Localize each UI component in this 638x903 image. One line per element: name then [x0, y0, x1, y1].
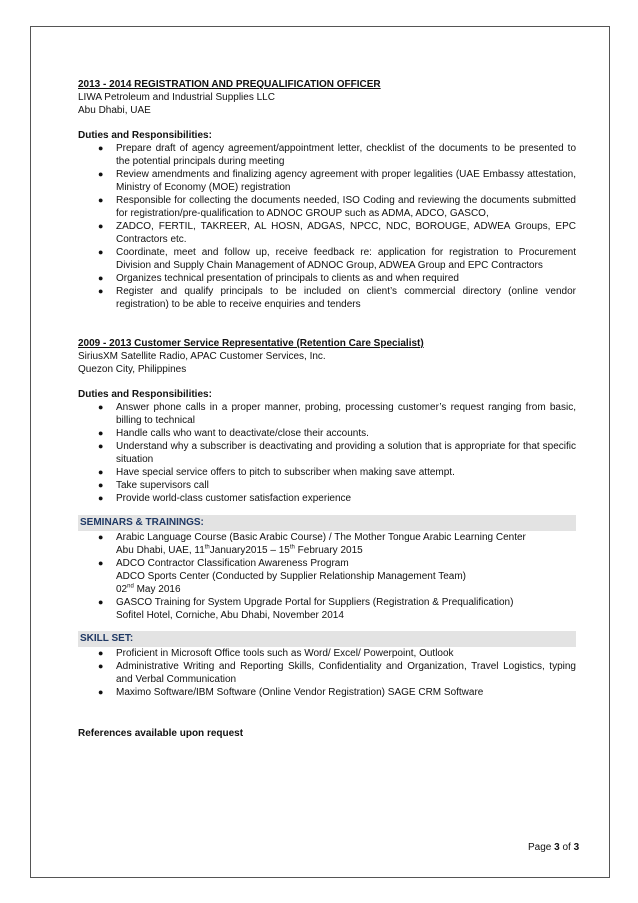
bullet-icon: ● [98, 221, 104, 231]
list-item: ● ADCO Contractor Classification Awareness Program ADCO Sports Center (Conducted by Supplier Relationship Management Team) 02nd May 2016 [98, 558, 466, 595]
seminars-heading: SEMINARS & TRAININGS: [78, 515, 576, 531]
list-item: ● Prepare draft of agency agreement/appointment letter, checklist of the documents to be presented to the potential principals during meeting [98, 143, 576, 167]
bullet-icon: ● [98, 428, 104, 438]
bullet-icon: ● [98, 480, 104, 490]
list-item: ● Proficient in Microsoft Office tools such as Word/ Excel/ Powerpoint, Outlook [98, 648, 454, 659]
job1-location: Abu Dhabi, UAE [78, 105, 151, 116]
job1-duties-heading: Duties and Responsibilities: [78, 130, 212, 141]
job2-duties-heading: Duties and Responsibilities: [78, 389, 212, 400]
skills-list [78, 647, 576, 699]
bullet-icon: ● [98, 273, 104, 283]
list-item: ● Responsible for collecting the documents needed, ISO Coding and reviewing the documents submitted for registration/pre-qualification to ADNOC GROUP such as ADMA, ADCO, GASCO, [98, 195, 576, 219]
job2-duties-list [78, 401, 576, 505]
list-item: ● Have special service offers to pitch to subscriber when making save attempt. [98, 467, 455, 478]
bullet-icon: ● [98, 532, 104, 542]
job2-location: Quezon City, Philippines [78, 364, 187, 375]
list-item: ● Answer phone calls in a proper manner, probing, processing customer’s request ranging from basic, billing to technical [98, 402, 576, 426]
list-item: ● Administrative Writing and Reporting Skills, Confidentiality and Organization, Travel Logistics, typing and Verbal Communication [98, 661, 576, 685]
bullet-icon: ● [98, 247, 104, 257]
list-item: ● Understand why a subscriber is deactivating and providing a solution that is appropriate for that specific situation [98, 441, 576, 465]
job1-title: 2013 - 2014 REGISTRATION AND PREQUALIFICATION OFFICER [78, 79, 381, 90]
bullet-icon: ● [98, 661, 104, 671]
bullet-icon: ● [98, 687, 104, 697]
list-item: ● Provide world-class customer satisfaction experience [98, 493, 352, 504]
list-item: ● GASCO Training for System Upgrade Portal for Suppliers (Registration & Prequalification) Sofitel Hotel, Corniche, Abu Dhabi, November 2014 [98, 597, 514, 621]
list-item: ● Coordinate, meet and follow up, receive feedback re: application for registration to Procurement Division and Supply Chain Management of ADNOC Group, ADWEA Group and EPC Contractors [98, 247, 576, 271]
list-item: ● Arabic Language Course (Basic Arabic Course) / The Mother Tongue Arabic Learning Center Abu Dhabi, UAE, 11thJanuary2015 – 15th February 2015 [98, 532, 526, 556]
list-item: ● ZADCO, FERTIL, TAKREER, AL HOSN, ADGAS, NPCC, NDC, BOROUGE, ADWEA Groups, EPC Contractors etc. [98, 221, 576, 245]
bullet-icon: ● [98, 597, 104, 607]
job1-company: LIWA Petroleum and Industrial Supplies LLC [78, 92, 275, 103]
bullet-icon: ● [98, 169, 104, 179]
list-item: ● Take supervisors call [98, 480, 209, 491]
list-item: ● Maximo Software/IBM Software (Online Vendor Registration) SAGE CRM Software [98, 687, 484, 698]
bullet-icon: ● [98, 195, 104, 205]
job2-title: 2009 - 2013 Customer Service Representative (Retention Care Specialist) [78, 338, 424, 349]
bullet-icon: ● [98, 493, 104, 503]
bullet-icon: ● [98, 648, 104, 658]
bullet-icon: ● [98, 441, 104, 451]
bullet-icon: ● [98, 467, 104, 477]
job2-company: SiriusXM Satellite Radio, APAC Customer Services, Inc. [78, 351, 326, 362]
references-note: References available upon request [78, 728, 244, 739]
list-item: ● Handle calls who want to deactivate/close their accounts. [98, 428, 369, 439]
list-item: ● Review amendments and finalizing agency agreement with proper legalities (UAE Embassy attestation, Ministry of Economy (MOE) registration [98, 169, 576, 193]
list-item: ● Organizes technical presentation of principals to clients as and when required [98, 273, 459, 284]
bullet-icon: ● [98, 286, 104, 296]
skills-heading: SKILL SET: [78, 631, 576, 647]
list-item: ● Register and qualify principals to be included on client’s commercial directory (online vendor registration) to be able to receive enquiries and tenders [98, 286, 576, 310]
bullet-icon: ● [98, 402, 104, 412]
job1-duties-list [78, 142, 576, 311]
resume-content [78, 78, 576, 740]
bullet-icon: ● [98, 558, 104, 568]
bullet-icon: ● [98, 143, 104, 153]
seminars-list [78, 531, 576, 622]
page-number: Page 3 of 3 [528, 842, 580, 853]
